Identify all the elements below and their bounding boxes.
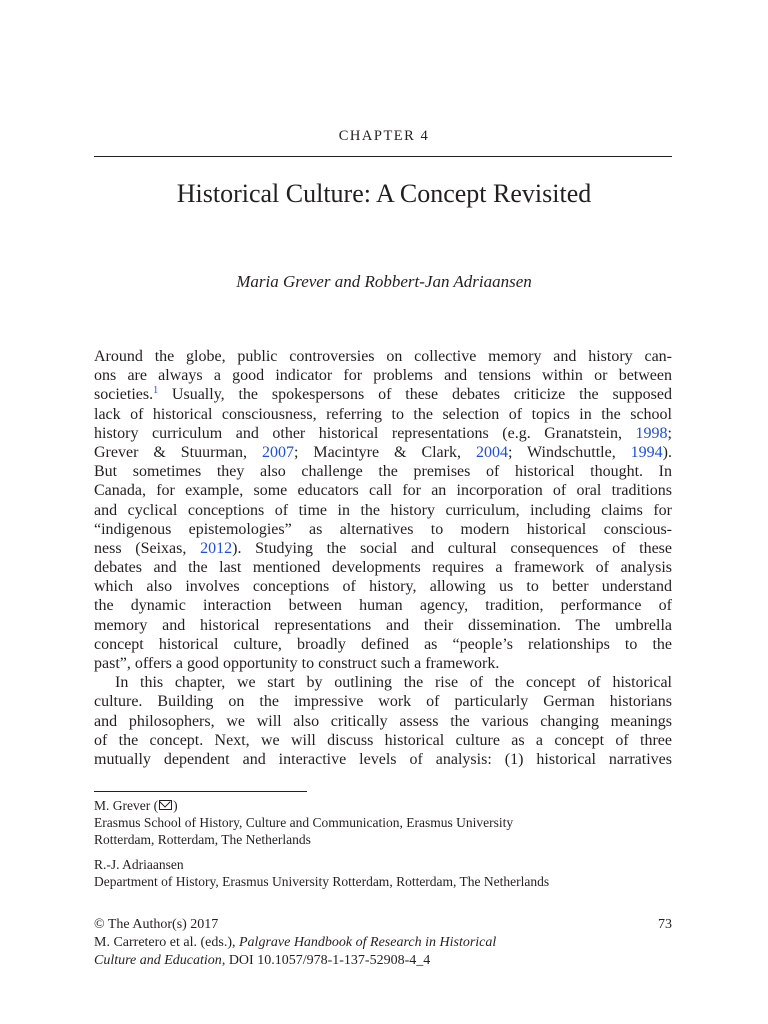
footer-line xyxy=(94,916,672,934)
affiliation-line: Erasmus School of History, Culture and Communication, Erasmus University xyxy=(94,815,514,830)
footer-line xyxy=(94,952,672,970)
text-line xyxy=(94,385,672,404)
text-line: In this chapter, we start by outlining the rise of the concept of historical xyxy=(115,674,672,692)
author-name-end: ) xyxy=(173,798,178,813)
affiliation-name xyxy=(94,797,672,814)
footnote-rule xyxy=(94,791,307,792)
affiliation-name: R.-J. Adriaansen xyxy=(94,857,184,872)
text-line xyxy=(94,424,672,443)
citation-link-2007[interactable]: 2007 xyxy=(261,443,294,461)
reference-prefix: M. Carretero et al. (eds.), xyxy=(94,935,239,950)
citation-link-1998[interactable]: 1998 xyxy=(635,424,668,442)
text-line: concept historical culture, broadly defined as “people’s relationships to the xyxy=(94,635,672,653)
text-span: Grever & Stuurman, xyxy=(94,443,262,461)
author-name: M. Grever ( xyxy=(94,798,159,813)
text-span: Usually, the spokespersons of these debates criticize the supposed xyxy=(158,386,672,404)
text-span: ; xyxy=(667,424,672,442)
footer-line xyxy=(94,934,672,952)
doi[interactable]: , DOI 10.1057/978-1-137-52908-4_4 xyxy=(221,953,431,968)
text-span: ). xyxy=(662,443,672,461)
text-line: Canada, for example, some educators call for an incorporation of oral traditions xyxy=(94,482,672,500)
text-line: “indigenous epistemologies” as alternatives to modern historical conscious- xyxy=(94,520,672,538)
text-span: ; Windschuttle, xyxy=(507,443,631,461)
text-span: ). Studying the social and cultural consequences of these xyxy=(232,539,673,557)
page-footer xyxy=(94,916,672,970)
copyright: © The Author(s) 2017 xyxy=(94,917,219,932)
text-span: history curriculum and other historical representations (e.g. Granatstein, xyxy=(94,424,636,442)
header-rule xyxy=(94,156,672,157)
paragraph-2 xyxy=(94,673,672,769)
text-line: and philosophers, we will also critically assess the various changing meanings xyxy=(94,712,672,730)
text-span: societies. xyxy=(94,386,154,404)
citation-link-2004[interactable]: 2004 xyxy=(475,443,508,461)
text-line: the dynamic interaction between human agency, tradition, performance of xyxy=(94,597,672,615)
page-number: 73 xyxy=(658,917,672,932)
text-span: ; Macintyre & Clark, xyxy=(293,443,476,461)
text-line: Around the globe, public controversies on collective memory and history can- xyxy=(94,348,672,365)
book-title: Culture and Education xyxy=(94,953,222,968)
text-line: culture. Building on the impressive work of particularly German historians xyxy=(94,693,672,711)
citation-link-2012[interactable]: 2012 xyxy=(200,539,233,557)
text-line: memory and historical representations and their dissemination. The umbrella xyxy=(94,616,672,634)
text-line xyxy=(94,443,672,462)
author-affiliations xyxy=(94,797,672,890)
authors: Maria Grever and Robbert-Jan Adriaansen xyxy=(236,272,532,291)
envelope-icon[interactable] xyxy=(159,800,172,810)
chapter-title: Historical Culture: A Concept Revisited xyxy=(176,179,592,208)
text-line: mutually dependent and interactive levels of analysis: (1) historical narratives xyxy=(94,750,672,768)
footnote-marker[interactable]: 1 xyxy=(153,385,159,397)
text-line: and cyclical conceptions of time in the history curriculum, including claims for xyxy=(94,501,672,519)
paragraph-1 xyxy=(94,347,672,673)
book-title: Palgrave Handbook of Research in Historical xyxy=(239,935,497,950)
affiliation-line: Department of History, Erasmus University Rotterdam, Rotterdam, The Netherlands xyxy=(94,874,550,889)
text-line: which also involves conceptions of history, allowing us to better understand xyxy=(94,578,672,596)
body-text xyxy=(94,347,672,769)
chapter-label: CHAPTER 4 xyxy=(338,128,430,144)
citation-link-1994[interactable]: 1994 xyxy=(630,443,663,461)
text-span: ness (Seixas, xyxy=(94,539,201,557)
text-line: lack of historical consciousness, referring to the selection of topics in the school xyxy=(94,405,672,423)
text-line: past”, offers a good opportunity to construct such a framework. xyxy=(94,655,500,672)
text-line: of the concept. Next, we will discuss historical culture as a concept of three xyxy=(94,731,672,749)
text-line xyxy=(94,539,672,558)
text-line: debates and the last mentioned developments requires a framework of analysis xyxy=(94,559,672,577)
text-line: ons are always a good indicator for problems and tensions within or between xyxy=(94,367,672,385)
text-line: But sometimes they also challenge the premises of historical thought. In xyxy=(94,463,672,481)
affiliation-line: Rotterdam, Rotterdam, The Netherlands xyxy=(94,832,311,847)
